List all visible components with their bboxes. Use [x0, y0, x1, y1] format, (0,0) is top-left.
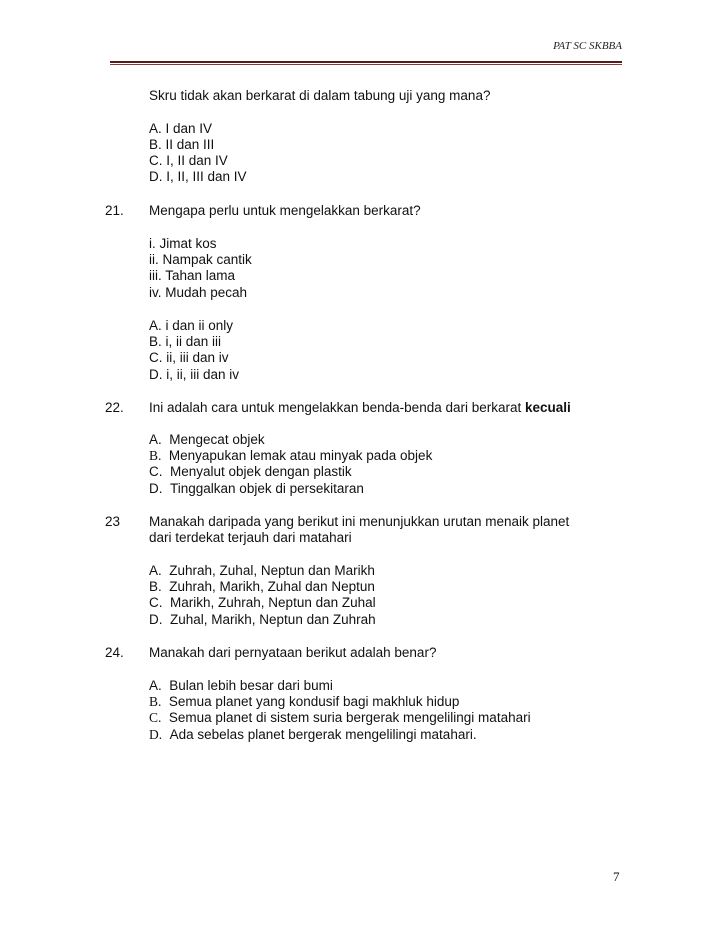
- q24-stem: Manakah dari pernyataan berikut adalah benar?: [149, 645, 437, 660]
- q21-option-d: D. i, ii, iii dan iv: [149, 367, 240, 382]
- q20-option-c: C. I, II dan IV: [149, 153, 228, 168]
- page-header: [110, 40, 622, 58]
- q22-stem: [149, 400, 571, 416]
- q22-option-a-text: Mengecat objek: [169, 432, 265, 447]
- q23-option-a-text: Zuhrah, Zuhal, Neptun dan Marikh: [169, 563, 375, 578]
- q23-stem-line1: Manakah daripada yang berikut ini menunjukkan urutan menaik planet: [149, 514, 570, 529]
- q21-option-b: B. i, ii dan iii: [149, 334, 222, 349]
- q24-option-a-text: Bulan lebih besar dari bumi: [169, 678, 333, 693]
- q21-stem: Mengapa perlu untuk mengelakkan berkarat?: [149, 203, 421, 218]
- q20-option-a: A. I dan IV: [149, 121, 213, 136]
- q22-number: 22.: [105, 400, 124, 415]
- q22-option-b: [149, 448, 432, 464]
- q22-stem-emphasis: kecuali: [525, 400, 571, 415]
- q24-option-d: [149, 727, 477, 743]
- q22-option-c-letter: C.: [149, 464, 163, 479]
- q24-option-a: [149, 678, 333, 694]
- q24-option-c-letter: C.: [149, 710, 162, 725]
- page-number: 7: [613, 869, 620, 884]
- q23-option-d-letter: D.: [149, 612, 163, 627]
- q23-option-c-letter: C.: [149, 595, 163, 610]
- q24-option-d-text: Ada sebelas planet bergerak mengelilingi matahari.: [169, 727, 477, 742]
- q22-stem-main: Ini adalah cara untuk mengelakkan benda-benda dari berkarat: [149, 400, 526, 415]
- q24-option-c: [149, 710, 531, 726]
- header-title: PAT SC SKBBA: [553, 40, 622, 52]
- q21-number: 21.: [105, 203, 124, 218]
- q22-option-b-text: Menyapukan lemak atau minyak pada objek: [168, 448, 433, 463]
- q24-option-b-text: Semua planet yang kondusif bagi makhluk hidup: [168, 694, 460, 709]
- q22-option-d-letter: D.: [149, 481, 163, 496]
- q22-option-b-letter: B.: [149, 448, 162, 463]
- header-rule-thin: [110, 64, 622, 65]
- q21-item-iv: iv. Mudah pecah: [149, 285, 248, 300]
- q22-option-d-text: Tinggalkan objek di persekitaran: [170, 481, 364, 496]
- q20-option-b: B. II dan III: [149, 137, 215, 152]
- q21-option-a: A. i dan ii only: [149, 318, 234, 333]
- q21-item-i: i. Jimat kos: [149, 236, 217, 251]
- q22-option-d: [149, 481, 364, 497]
- q22-option-a: [149, 432, 265, 448]
- q24-option-a-letter: A.: [149, 678, 162, 693]
- q24-option-b-letter: B.: [149, 694, 162, 709]
- q22-option-c-text: Menyalut objek dengan plastik: [170, 464, 352, 479]
- q23-option-d-text: Zuhal, Marikh, Neptun dan Zuhrah: [170, 612, 376, 627]
- header-rule-thick: [110, 61, 622, 63]
- q22-option-a-letter: A.: [149, 432, 162, 447]
- q21-item-iii: iii. Tahan lama: [149, 268, 236, 283]
- q23-option-c-text: Marikh, Zuhrah, Neptun dan Zuhal: [170, 595, 376, 610]
- q23-option-c: [149, 595, 376, 611]
- q23-option-a: [149, 563, 375, 579]
- q23-option-b: [149, 579, 375, 595]
- q24-option-c-text: Semua planet di sistem suria bergerak mengelilingi matahari: [168, 710, 531, 725]
- q23-option-a-letter: A.: [149, 563, 162, 578]
- q23-option-b-letter: B.: [149, 579, 162, 594]
- q23-option-b-text: Zuhrah, Marikh, Zuhal dan Neptun: [169, 579, 375, 594]
- q21-item-ii: ii. Nampak cantik: [149, 252, 252, 267]
- q23-stem-line2: dari terdekat terjauh dari matahari: [149, 530, 352, 545]
- q23-number: 23: [105, 514, 121, 529]
- q21-option-c: C. ii, iii dan iv: [149, 350, 229, 365]
- q24-number: 24.: [105, 645, 124, 660]
- q24-option-b: [149, 694, 459, 710]
- q20-option-d: D. I, II, III dan IV: [149, 169, 247, 184]
- q22-option-c: [149, 464, 352, 480]
- q23-option-d: [149, 612, 376, 628]
- q20-stem: Skru tidak akan berkarat di dalam tabung uji yang mana?: [149, 88, 491, 103]
- q24-option-d-letter: D.: [149, 727, 163, 742]
